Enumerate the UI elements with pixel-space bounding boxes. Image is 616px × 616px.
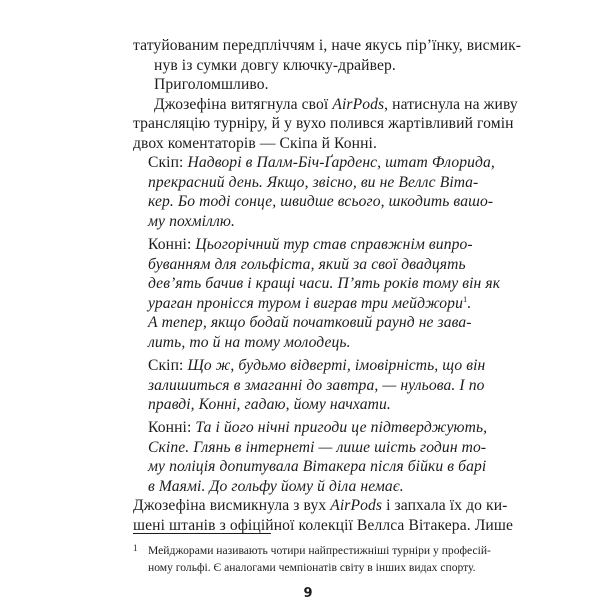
- dialog-line: А тепер, якщо бодай початковий раунд не зава-: [148, 314, 472, 332]
- footnote: [133, 540, 491, 576]
- dialog-skip-1: [148, 153, 495, 231]
- page-number: 9: [303, 586, 313, 601]
- dialog-line: залишиться в змаганні до завтра, — нульова. І по: [148, 376, 485, 394]
- speech-text: ураган пронісся туром і виграв три мейджори: [148, 294, 463, 312]
- footnote-line: ному гольфі. Є аналогами чемпіонатів світу в інших видах спорту.: [148, 561, 476, 574]
- text-line: татуйованим передпліччям і, наче якусь пір’їнку, висмик-: [133, 37, 522, 54]
- text-line: трансляцію турніру, й у вухо полився жартівливий гомін: [133, 115, 514, 133]
- dialog-line: му поліція допитувала Вітакера після бійки в барі: [148, 458, 487, 476]
- speaker-name: Скіп:: [148, 154, 188, 171]
- footnote-ref: 1: [462, 293, 468, 304]
- speech-text: Надворі в Палм-Біч-Ґарденс, штат Флорида,: [187, 154, 495, 171]
- dialog-line: правді, Конні, гадаю, йому начхати.: [148, 396, 391, 414]
- text-fragment: Джозефіна витягнула свої: [154, 95, 333, 113]
- text-line: двох коментаторів — Скіпа й Конні.: [133, 134, 377, 152]
- dialog-line: кер. Бо тоді сонце, швидше всього, шкодить вашо-: [148, 193, 494, 211]
- dialog-connie-2: [148, 418, 487, 496]
- brand-airpods: AirPods: [332, 95, 385, 113]
- text-line: нув із сумки довгу ключку-драйвер.: [154, 56, 396, 74]
- dialog-connie-1: [148, 235, 500, 353]
- text-line: шені штанів з офіційної колекції Веллса Вітакера. Лише: [133, 516, 513, 534]
- narrative-top: [133, 36, 521, 154]
- dialog-line: Скіпе. Глянь в інтернеті — лише шість годин то-: [148, 438, 487, 456]
- dialog-line: в Маямі. До гольфу йому й діла немає.: [148, 477, 404, 495]
- footnote-mark: 1: [133, 543, 138, 553]
- dialog-line: [148, 356, 485, 376]
- text-fragment: і запхала їх до ки-: [382, 497, 508, 514]
- text-line: [133, 496, 513, 516]
- speech-text: Що ж, будьмо відверті, імовірність, що він: [187, 357, 486, 374]
- dialog-line: му похміллю.: [148, 212, 235, 230]
- footnote-text: Мейджорами називають чотири найпрестижніші турніри у професій-: [148, 544, 491, 557]
- dialog-line: лить, то й на тому молодець.: [148, 333, 351, 351]
- narrative-bottom: [133, 496, 513, 535]
- speaker-name: Скіп:: [148, 357, 188, 374]
- dialog-line: [148, 294, 500, 314]
- text-fragment: Джозефіна висмикнула з вух: [133, 497, 331, 514]
- speech-text: Цьогорічний тур став справжнім випро-: [195, 236, 473, 253]
- dialog-skip-2: [148, 356, 485, 415]
- text-line: Приголомшливо.: [154, 76, 269, 94]
- dialog-line: буванням для гольфіста, який за свої двадцять: [148, 255, 466, 273]
- text-line: [133, 95, 521, 115]
- dialog-line: [148, 235, 500, 255]
- dialog-line: [148, 418, 487, 438]
- speech-punct: .: [467, 294, 472, 312]
- dialog-line: прекрасний день. Якщо, звісно, ви не Веллс Вітa-: [148, 173, 479, 191]
- text-fragment: , натиснула на живу: [384, 95, 518, 113]
- brand-airpods: AirPods: [330, 497, 383, 514]
- speaker-name: Конні:: [148, 419, 196, 436]
- footnote-divider: [133, 533, 271, 534]
- footnote-line: [133, 540, 491, 559]
- speaker-name: Конні:: [148, 236, 196, 253]
- speech-text: Та і його нічні пригоди це підтверджують,: [195, 419, 488, 436]
- dialog-line: [148, 153, 495, 173]
- dialog-line: дев’ять бачив і кращі часи. П’ять років тому він як: [148, 275, 501, 293]
